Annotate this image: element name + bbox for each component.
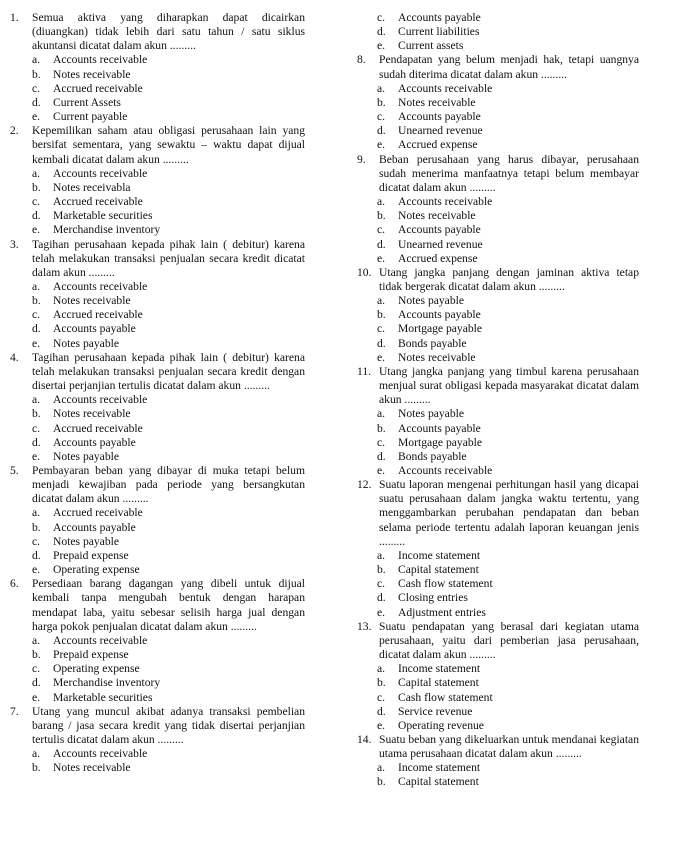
question-14 (357, 733, 639, 761)
option-text: Current Assets (53, 95, 121, 109)
question-text: Tagihan perusahaan kepada pihak lain ( debitur) karena telah melakukan transaksi penjualan secara kredit dicatat dalam akun ......... (32, 237, 305, 279)
option-letter: a. (32, 633, 41, 647)
question-text: Suatu beban yang dikeluarkan untuk mendanai kegiatan utama perusahaan dicatat dalam akun ......... (379, 732, 639, 761)
option-letter: a. (32, 279, 41, 293)
option-text: Marketable securities (53, 209, 153, 223)
option-text: Unearned revenue (398, 124, 483, 138)
answer-option (357, 308, 639, 322)
option-text: Accounts payable (398, 223, 481, 237)
option-text: Notes receivable (53, 407, 131, 421)
option-letter: c. (377, 110, 386, 124)
option-letter: c. (32, 195, 41, 209)
answer-option (10, 393, 305, 407)
question-number: 4. (10, 350, 19, 364)
option-text: Notes receivable (53, 761, 131, 775)
option-letter: c. (377, 11, 386, 24)
question-number: 12. (357, 478, 372, 492)
answer-option (357, 676, 639, 690)
answer-option (357, 436, 639, 450)
answer-option (10, 181, 305, 195)
answer-option (10, 521, 305, 535)
question-text: Persediaan barang dagangan yang dibeli untuk dijual kembali tanpa mengubah bentuk dengan harapan mendapat laba, yaitu sebesar selisih harga jual dengan harga pokok penjualan dicatat dalam akun ......... (32, 577, 305, 633)
option-text: Accrued expense (398, 138, 478, 152)
option-letter: d. (32, 548, 41, 562)
option-letter: b. (377, 308, 386, 322)
option-text: Accounts payable (53, 435, 136, 449)
answer-option (10, 223, 305, 237)
option-text: Current assets (398, 39, 464, 53)
answer-option (357, 464, 639, 478)
option-letter: e. (377, 718, 386, 732)
option-letter: d. (32, 676, 41, 690)
answer-option (357, 25, 639, 39)
answer-option (10, 549, 305, 563)
answer-option (10, 294, 305, 308)
option-text: Income statement (398, 662, 481, 676)
option-text: Notes payable (53, 449, 119, 463)
option-letter: c. (32, 662, 41, 676)
answer-option (357, 39, 639, 53)
question-text: Kepemilikan saham atau obligasi perusahaan lain yang bersifat sementara, yang sewaktu – waktu dapat dijual kembali dicatat dalam akun ......... (32, 124, 305, 166)
option-text: Capital statement (398, 676, 479, 690)
option-letter: a. (377, 662, 386, 676)
question-text: Utang jangka panjang yang timbul karena perusahaan menjual surat obligasi kepada masyarakat dicatat dalam akun ......... (379, 364, 639, 407)
option-letter: c. (377, 577, 386, 591)
option-text: Accounts payable (53, 520, 136, 534)
answer-option (357, 124, 639, 138)
option-letter: b. (377, 209, 386, 223)
question-text: Beban perusahaan yang harus dibayar, perusahaan sudah menerima manfaatnya tetapi belum membayar dicatat dalam akun ......... (379, 152, 639, 194)
option-text: Service revenue (398, 704, 473, 718)
option-text: Accrued receivable (53, 308, 143, 322)
option-letter: e. (32, 110, 41, 124)
option-letter: b. (32, 67, 41, 81)
question-5 (10, 464, 305, 506)
option-letter: e. (32, 449, 41, 463)
option-text: Accrued expense (398, 251, 478, 265)
option-text: Accounts receivable (53, 166, 148, 180)
option-text: Accounts receivable (53, 279, 148, 293)
option-text: Notes payable (398, 407, 464, 421)
option-letter: b. (32, 294, 41, 308)
option-letter: a. (377, 548, 386, 562)
option-letter: b. (32, 761, 41, 775)
answer-option (10, 506, 305, 520)
question-text: Pembayaran beban yang dibayar di muka tetapi belum menjadi kewajiban pada periode yang bersangkutan dicatat dalam akun ......... (32, 464, 305, 506)
question-text: Utang jangka panjang dengan jaminan aktiva tetap tidak bergerak dicatat dalam akun ......... (379, 265, 639, 293)
answer-option (357, 662, 639, 676)
option-text: Current payable (53, 110, 128, 124)
answer-option (357, 110, 639, 124)
option-text: Prepaid expense (53, 548, 129, 562)
answer-option (357, 719, 639, 733)
question-text: Utang yang muncul akibat adanya transaksi pembelian barang / jasa secara kredit yang tidak disertai perjanjian tertulis dicatat dalam akun ......... (32, 704, 305, 746)
option-letter: b. (32, 407, 41, 421)
answer-option (10, 761, 305, 775)
option-letter: e. (377, 251, 386, 265)
option-text: Merchandise inventory (53, 223, 161, 237)
option-text: Income statement (398, 548, 481, 562)
option-text: Notes receivable (398, 95, 476, 109)
question-13 (357, 620, 639, 662)
answer-option (10, 96, 305, 110)
question-number: 5. (10, 464, 19, 477)
option-letter: e. (32, 336, 41, 350)
question-number: 1. (10, 11, 19, 24)
option-letter: e. (377, 350, 386, 364)
answer-option (10, 407, 305, 421)
option-letter: e. (32, 563, 41, 577)
answer-option (10, 422, 305, 436)
option-text: Accounts payable (398, 110, 481, 124)
answer-option (357, 407, 639, 421)
option-letter: b. (377, 95, 386, 109)
answer-option (10, 68, 305, 82)
answer-option (357, 337, 639, 351)
answer-option (357, 11, 639, 25)
option-text: Notes receivabla (53, 180, 131, 194)
option-text: Merchandise inventory (53, 676, 161, 690)
answer-option (10, 280, 305, 294)
option-text: Notes payable (53, 534, 119, 548)
question-11 (357, 365, 639, 407)
question-text: Pendapatan yang belum menjadi hak, tetapi uangnya sudah diterima dicatat dalam akun ......... (379, 53, 639, 81)
option-text: Marketable securities (53, 690, 153, 704)
option-letter: b. (32, 180, 41, 194)
option-letter: a. (377, 761, 386, 775)
answer-option (357, 252, 639, 266)
option-text: Closing entries (398, 591, 468, 605)
answer-option (357, 422, 639, 436)
question-10 (357, 266, 639, 294)
option-text: Operating revenue (398, 718, 484, 732)
option-letter: e. (377, 605, 386, 619)
answer-option (10, 634, 305, 648)
option-letter: d. (32, 95, 41, 109)
option-letter: a. (32, 393, 41, 407)
option-text: Cash flow statement (398, 577, 493, 591)
option-letter: d. (377, 336, 386, 350)
option-letter: d. (377, 124, 386, 138)
option-text: Accrued receivable (53, 421, 143, 435)
question-number: 2. (10, 124, 19, 138)
answer-option (10, 167, 305, 181)
question-8 (357, 53, 639, 81)
answer-option (10, 82, 305, 96)
option-text: Notes receivable (398, 209, 476, 223)
left-column (10, 11, 305, 775)
option-text: Current liabilities (398, 25, 480, 39)
answer-option (357, 82, 639, 96)
question-7 (10, 705, 305, 747)
option-letter: d. (32, 209, 41, 223)
option-text: Prepaid expense (53, 648, 129, 662)
option-text: Notes receivable (53, 67, 131, 81)
question-3 (10, 238, 305, 280)
option-letter: c. (377, 322, 386, 336)
option-letter: b. (377, 421, 386, 435)
option-text: Cash flow statement (398, 690, 493, 704)
answer-option (10, 563, 305, 577)
answer-option (357, 591, 639, 605)
option-text: Mortgage payable (398, 435, 483, 449)
option-text: Operating expense (53, 563, 140, 577)
option-letter: b. (377, 563, 386, 577)
option-text: Accounts receivable (398, 81, 493, 95)
option-letter: a. (32, 53, 41, 67)
option-letter: b. (32, 520, 41, 534)
question-2 (10, 124, 305, 166)
answer-option (357, 322, 639, 336)
option-letter: c. (32, 81, 41, 95)
question-number: 7. (10, 704, 19, 718)
question-number: 3. (10, 237, 19, 251)
question-text: Semua aktiva yang diharapkan dapat dicairkan (diuangkan) tidak lebih dari satu tahun / satu siklus akuntansi dicatat dalam akun ......... (32, 11, 305, 53)
option-text: Accounts receivable (398, 464, 493, 477)
option-text: Capital statement (398, 563, 479, 577)
answer-option (357, 761, 639, 775)
question-number: 8. (357, 53, 366, 67)
answer-option (357, 96, 639, 110)
answer-option (357, 223, 639, 237)
right-column (357, 11, 639, 790)
option-text: Notes payable (53, 336, 119, 350)
option-text: Accounts receivable (398, 195, 493, 209)
question-number: 14. (357, 732, 372, 746)
option-text: Accounts receivable (53, 633, 148, 647)
question-number: 9. (357, 152, 366, 166)
answer-option (357, 549, 639, 563)
option-letter: c. (32, 421, 41, 435)
option-letter: d. (32, 322, 41, 336)
option-text: Accounts receivable (53, 393, 148, 407)
option-letter: c. (377, 223, 386, 237)
answer-option (10, 209, 305, 223)
answer-option (357, 563, 639, 577)
option-text: Adjustment entries (398, 605, 486, 619)
option-letter: d. (377, 237, 386, 251)
option-letter: c. (377, 690, 386, 704)
option-text: Mortgage payable (398, 322, 483, 336)
answer-option (10, 747, 305, 761)
question-number: 13. (357, 619, 372, 633)
option-letter: d. (377, 704, 386, 718)
answer-option (10, 535, 305, 549)
option-letter: a. (32, 747, 41, 761)
answer-option (10, 450, 305, 464)
answer-option (357, 577, 639, 591)
option-letter: b. (377, 676, 386, 690)
answer-option (10, 648, 305, 662)
answer-option (10, 676, 305, 690)
question-number: 6. (10, 577, 19, 591)
question-4 (10, 351, 305, 393)
option-letter: d. (377, 591, 386, 605)
option-text: Bonds payable (398, 336, 467, 350)
option-text: Unearned revenue (398, 237, 483, 251)
answer-option (357, 775, 639, 789)
option-text: Accounts payable (53, 322, 136, 336)
answer-option (357, 195, 639, 209)
answer-option (10, 308, 305, 322)
option-text: Accrued receivable (53, 506, 143, 520)
answer-option (357, 138, 639, 152)
option-letter: a. (32, 166, 41, 180)
answer-option (357, 238, 639, 252)
option-letter: e. (32, 223, 41, 237)
option-text: Accounts payable (398, 11, 481, 24)
option-letter: a. (32, 506, 41, 520)
answer-option (10, 195, 305, 209)
question-text: Suatu pendapatan yang berasal dari kegiatan utama perusahaan, yaitu dari pemberian jasa perusahaan, dicatat dalam akun ......... (379, 619, 639, 662)
answer-option (357, 209, 639, 223)
option-letter: a. (377, 407, 386, 421)
answer-option (357, 606, 639, 620)
option-text: Capital statement (398, 775, 479, 789)
answer-option (10, 691, 305, 705)
answer-option (10, 322, 305, 336)
option-text: Income statement (398, 761, 481, 775)
question-number: 10. (357, 265, 372, 279)
option-letter: c. (32, 534, 41, 548)
option-letter: a. (377, 195, 386, 209)
option-letter: d. (32, 435, 41, 449)
option-letter: c. (32, 308, 41, 322)
answer-option (10, 53, 305, 67)
answer-option (357, 294, 639, 308)
option-text: Accrued receivable (53, 195, 143, 209)
option-text: Accounts receivable (53, 747, 148, 761)
question-number: 11. (357, 364, 372, 378)
question-text: Suatu laporan mengenai perhitungan hasil yang dicapai suatu perusahaan dalam jangka waktu tertentu, yang menggambarkan perubahan pendapatan dan beban selama periode tertentu adalah laporan keuangan jenis ......... (379, 478, 639, 548)
option-letter: d. (377, 449, 386, 463)
option-letter: e. (377, 464, 386, 477)
answer-option (357, 691, 639, 705)
question-12 (357, 478, 639, 549)
question-text: Tagihan perusahaan kepada pihak lain ( debitur) karena telah melakukan transaksi penjualan secara kredit dengan disertai perjanjian tertulis dicatat dalam akun ......... (32, 350, 305, 393)
option-letter: c. (377, 435, 386, 449)
answer-option (10, 110, 305, 124)
option-letter: d. (377, 25, 386, 39)
option-text: Notes payable (398, 294, 464, 308)
question-6 (10, 577, 305, 634)
answer-option (357, 351, 639, 365)
option-text: Accounts payable (398, 421, 481, 435)
answer-option (10, 662, 305, 676)
question-1 (10, 11, 305, 53)
option-text: Bonds payable (398, 449, 467, 463)
option-text: Operating expense (53, 662, 140, 676)
option-letter: b. (32, 648, 41, 662)
question-9 (357, 153, 639, 195)
option-letter: e. (377, 39, 386, 53)
answer-option (10, 337, 305, 351)
option-letter: a. (377, 294, 386, 308)
answer-option (10, 436, 305, 450)
option-text: Accrued receivable (53, 81, 143, 95)
option-letter: e. (32, 690, 41, 704)
option-text: Notes receivable (53, 294, 131, 308)
answer-option (357, 705, 639, 719)
option-text: Accounts receivable (53, 53, 148, 67)
option-letter: e. (377, 138, 386, 152)
answer-option (357, 450, 639, 464)
option-letter: b. (377, 775, 386, 789)
option-letter: a. (377, 81, 386, 95)
option-text: Accounts payable (398, 308, 481, 322)
option-text: Notes receivable (398, 350, 476, 364)
